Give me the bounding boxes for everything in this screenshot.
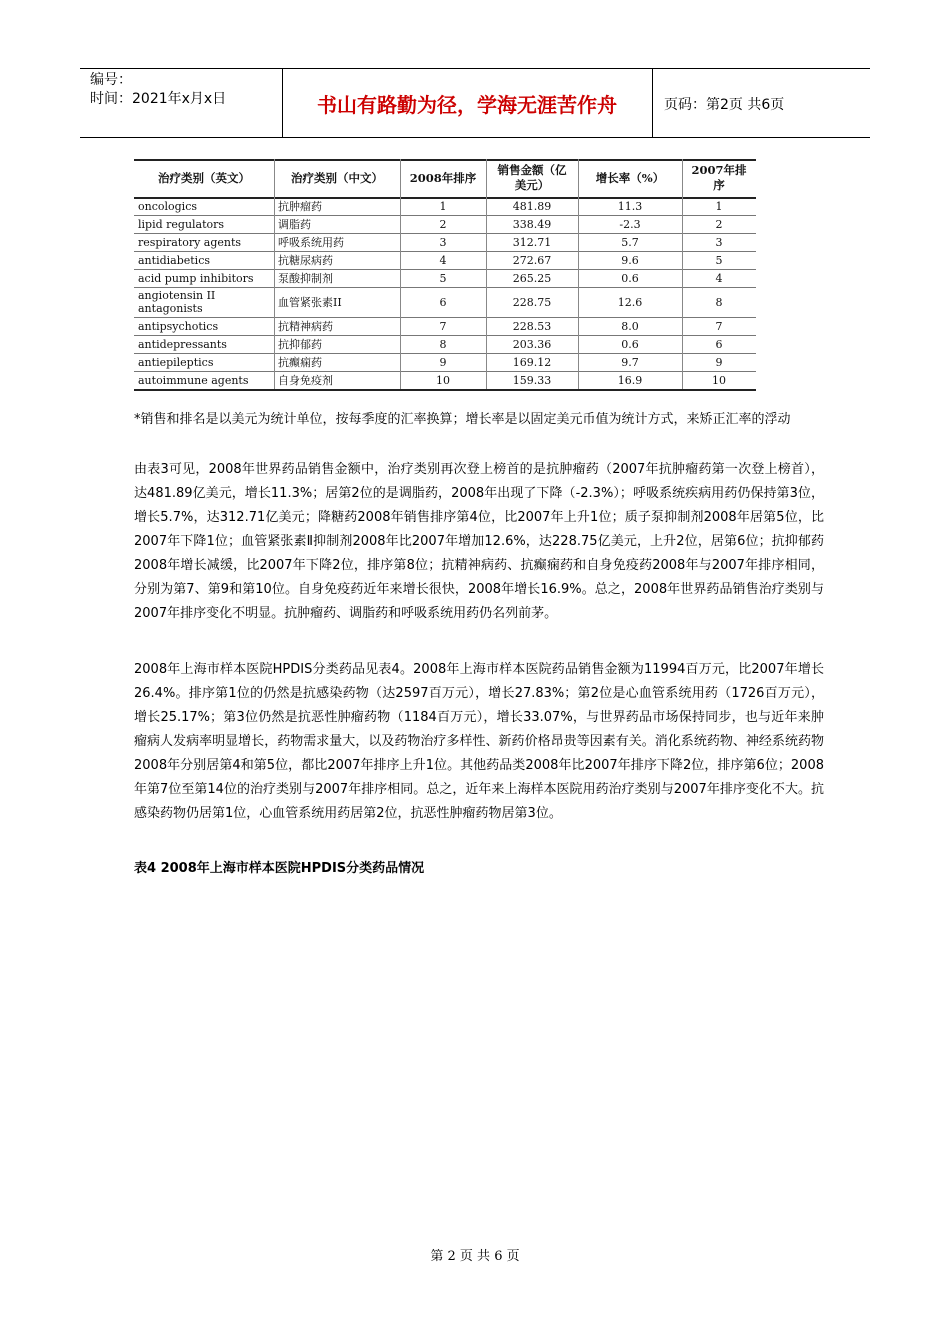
- table-cell-value: 169.12: [512, 355, 552, 369]
- table-cell-value: 8: [715, 295, 723, 309]
- table-cell-value: 228.75: [512, 295, 552, 309]
- table-cell-value: 1: [439, 199, 447, 213]
- table-cell-value: 265.25: [512, 271, 552, 285]
- table-cell-english: antidiabetics: [138, 253, 210, 267]
- table-cell-english: acid pump inhibitors: [138, 271, 254, 285]
- table-cell-english: oncologics: [138, 199, 197, 213]
- header-meta: [90, 71, 226, 109]
- page-header: [80, 68, 870, 138]
- table-cell-value: 5: [715, 253, 723, 267]
- table-cell-value: 338.49: [512, 217, 552, 231]
- header-page-label: 页码：第2页 共6页: [664, 97, 785, 113]
- table-cell-value: 312.71: [512, 235, 552, 249]
- table-header-cell: 2008年排序: [409, 170, 477, 185]
- table-cell-value: 9: [715, 355, 723, 369]
- table-cell-chinese: 抗抑郁药: [278, 337, 322, 351]
- table-cell-chinese: 呼吸系统用药: [278, 235, 344, 249]
- table-cell-value: 203.36: [512, 337, 552, 351]
- paragraph-analysis-world: 由表3可见，2008年世界药品销售金额中，治疗类别再次登上榜首的是抗肿瘤药（2007年抗肿瘤药第一次登上榜首），达481.89亿美元，增长11.3%；居第2位的是调脂药，2008年出现了下降（-2.3%）；呼吸系统疾病用药仍保持第3位，增长5.7%，达312.71亿美元；降糖药2008年销售排序第4位，比2007年上升1位；质子泵抑制剂2008年居第5位，比2007年下降1位；血管紧张素Ⅱ抑制剂2008年比2007年增加12.6%，达228.75亿美元，上升2位，居第6位；抗抑郁药2008年增长减缓，比2007年下降2位，排序第8位；抗精神病药、抗癫痫药和自身免疫药2008年与2007年排序相同，分别为第7、第9和第10位。自身免疫药近年来增长很快，2008年增长16.9%。总之，2008年世界药品销售治疗类别与2007年排序变化不明显。抗肿瘤药、调脂药和呼吸系统用药仍名列前茅。: [134, 462, 824, 621]
- table-cell-value: 4: [715, 271, 723, 285]
- table-cell-value: 9: [439, 355, 447, 369]
- table-cell-value: 11.3: [617, 199, 643, 213]
- table-cell-value: 2: [439, 217, 447, 231]
- table-header-cell: 2007年排序: [691, 163, 747, 192]
- table-cell-chinese: 血管紧张素II: [278, 295, 342, 309]
- table-header-cell: 增长率（%）: [595, 170, 665, 185]
- header-motto: 书山有路勤为径，学海无涯苦作舟: [317, 92, 617, 117]
- table-cell-value: -2.3: [619, 217, 641, 231]
- table-cell-value: 9.7: [621, 355, 639, 369]
- table-cell-value: 3: [715, 235, 723, 249]
- table-cell-english: autoimmune agents: [138, 373, 249, 387]
- page-footer: 第 2 页 共 6 页: [430, 1249, 520, 1264]
- table-header-cell: 治疗类别（中文）: [291, 170, 383, 185]
- table-cell-english: antiepileptics: [138, 355, 214, 369]
- table-cell-value: 0.6: [621, 337, 639, 351]
- table-cell-value: 7: [439, 319, 447, 333]
- table-cell-value: 5.7: [621, 235, 639, 249]
- table-cell-value: 8.0: [621, 319, 639, 333]
- table-cell-chinese: 自身免疫剂: [278, 373, 333, 387]
- table-cell-value: 1: [715, 199, 723, 213]
- table-cell-value: 4: [439, 253, 447, 267]
- table-cell-value: 481.89: [512, 199, 552, 213]
- table-cell-english: lipid regulators: [138, 217, 225, 231]
- table-cell-value: 12.6: [617, 295, 643, 309]
- table-header-cell: 治疗类别（英文）: [158, 170, 250, 185]
- table-cell-value: 5: [439, 271, 447, 285]
- table-cell-value: 159.33: [512, 373, 552, 387]
- table-note: *销售和排名是以美元为统计单位，按每季度的汇率换算；增长率是以固定美元币值为统计方式，来矫正汇率的浮动: [134, 412, 791, 427]
- table-cell-value: 272.67: [512, 253, 552, 267]
- table-cell-value: 9.6: [621, 253, 639, 267]
- code-label: 编号：: [90, 72, 132, 88]
- time-label: 时间：2021年x月x日: [90, 91, 227, 107]
- table-cell-value: 16.9: [617, 373, 643, 387]
- table-cell-chinese: 泵酸抑制剂: [278, 271, 333, 285]
- table-cell-value: 10: [712, 373, 726, 387]
- table-cell-value: 3: [439, 235, 447, 249]
- table-cell-value: 228.53: [512, 319, 552, 333]
- table-cell-value: 6: [439, 295, 447, 309]
- table-header-cell: 销售金额（亿美元）: [497, 163, 567, 192]
- table-cell-english: antidepressants: [138, 337, 227, 351]
- drug-sales-table: [134, 155, 756, 392]
- table-cell-english: angiotensin II antagonists: [138, 289, 216, 315]
- table-cell-chinese: 抗癫痫药: [278, 355, 322, 369]
- table-cell-value: 7: [715, 319, 723, 333]
- table-cell-value: 6: [715, 337, 723, 351]
- table-cell-chinese: 调脂药: [278, 217, 311, 231]
- paragraph-analysis-shanghai: 2008年上海市样本医院HPDIS分类药品见表4。2008年上海市样本医院药品销售金额为11994百万元，比2007年增长26.4%。排序第1位的仍然是抗感染药物（达2597百万元），增长27.83%；第2位是心血管系统用药（1726百万元），增长25.17%；第3位仍然是抗恶性肿瘤药物（1184百万元），增长33.07%，与世界药品市场保持同步，也与近年来肿瘤病人发病率明显增长，药物需求量大，以及药物治疗多样性、新药价格昂贵等因素有关。消化系统药物、神经系统药物2008年分别居第4和第5位，都比2007年排序上升1位。其他药品类2008年比2007年排序下降2位，排序第6位；2008年第7位至第14位的治疗类别与2007年排序相同。总之，近年来上海样本医院用药治疗类别与2007年排序变化不大。抗感染药物仍居第1位，心血管系统用药居第2位，抗恶性肿瘤药物居第3位。: [134, 662, 824, 821]
- table-rule-bottom: [134, 389, 756, 391]
- table-cell-value: 0.6: [621, 271, 639, 285]
- table-cell-english: respiratory agents: [138, 235, 242, 249]
- table-cell-chinese: 抗精神病药: [278, 319, 333, 333]
- table-cell-value: 8: [439, 337, 447, 351]
- table-caption: 表4 2008年上海市样本医院HPDIS分类药品情况: [134, 861, 425, 876]
- table-cell-chinese: 抗糖尿病药: [278, 253, 333, 267]
- table-cell-english: antipsychotics: [138, 319, 219, 333]
- header-divider: [652, 69, 653, 137]
- table-cell-chinese: 抗肿瘤药: [278, 199, 322, 213]
- table-cell-value: 10: [436, 373, 450, 387]
- table-cell-value: 2: [715, 217, 723, 231]
